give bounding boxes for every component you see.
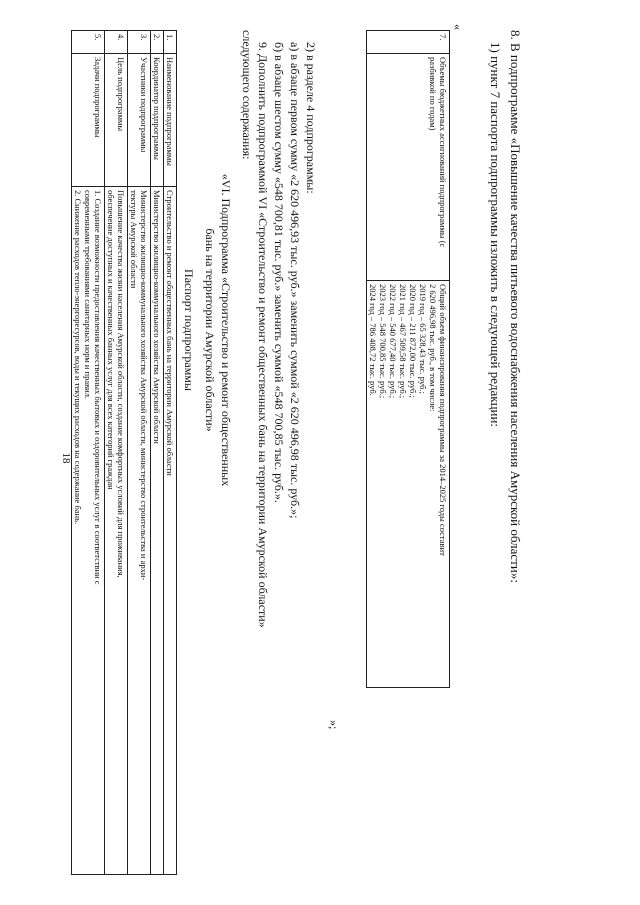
section-4-item-a: а) в абзаце первом сумму «2 620 496,93 тыс. руб.» заменить суммой «2 620 496,98 тыс. руб.»; [288,42,302,519]
row-value-line: 2. Снижение расходов тепло-энергоресурсов, воды и текущих расходов на содержание бань. [72,190,83,525]
row-value [127,187,150,875]
row-value [366,281,449,688]
row-number: 4. [104,31,127,54]
budget-line: 2 620 496,98 тыс. руб., в том числе: [427,284,438,412]
table-row [366,31,449,688]
row-number: 7. [366,31,449,54]
budget-line: 2020 год – 211 872,00 тыс. руб.; [407,284,418,398]
amendment-8-item-1: 1) пункт 7 паспорта подпрограммы изложить в следующей редакции: [488,42,503,428]
passport-table [71,30,177,875]
close-quote: »; [327,720,341,730]
row-value [150,187,163,875]
budget-line: 2019 год – 65 328,43 тыс. руб.; [417,284,428,394]
budget-line: 2022 год – 540 677,40 тыс. руб.; [387,284,398,399]
row-value-line: Министерство жилищно-коммунального хозяйства Амурской области, министерство строительства и архи- [138,190,149,581]
row-label: Задачи подпрограммы [71,54,104,187]
budget-line: 2024 год – 786 408,72 тыс. руб. [367,284,378,396]
section-4-item-b: б) в абзаце шестом сумму «548 700,81 тыс. руб.» заменить суммой «548 700,85 тыс. руб.». [272,42,286,503]
open-quote: « [451,24,465,30]
amendment-8-heading: 8. В подпрограмме «Повышение качества питьевого водоснабжения населения Амурской области»: [508,30,523,583]
budget-line: Общий объем финансирования подпрограммы за 2014–2025 годы составит [438,284,448,556]
table-row [71,31,104,875]
row-value [163,187,176,875]
row-label: Цель подпрограммы [104,54,127,187]
section-4-intro: 2) в разделе 4 подпрограммы: [304,42,318,194]
row-number: 5. [71,31,104,54]
subprogram-6-title: «VI. Подпрограмма «Строительство и ремонт общественных [219,173,233,487]
table-row [104,31,127,875]
row-number: 1. [163,31,176,54]
row-value [71,187,104,875]
row-label: Участники подпрограммы [127,54,150,187]
row-label: Координатор подпрограммы [150,54,163,187]
row-value-line: Министерство жилищно-коммунального хозяйства Амурской области [151,190,162,444]
budget-line: 2021 год – 467 509,58 тыс. руб.; [397,284,408,399]
passport-heading: Паспорт подпрограммы [182,269,196,391]
page-number: 18 [60,452,72,464]
rotated-landscape-content [72,24,523,875]
table-row [163,31,176,875]
row-label: Наименование подпрограммы [163,54,176,187]
row-value-line: 1. Создание возможности предоставления качественных бытовых и оздоровительных услуг в соответствии с [92,190,103,585]
amendment-9: 9. Дополнить подпрограммой VI «Строительство и ремонт общественных бань на территории Амурской области» [256,42,270,628]
amendment-9-continued: следующего содержания: [240,30,254,160]
row-value-line: Повышение качества жизни населения Амурской области, создание комфортных условий для проживания, [115,190,126,578]
row-value-line: современными требованиями санитарных норм и правил. [82,190,93,400]
row-number: 2. [150,31,163,54]
row-value [104,187,127,875]
budget-table [366,30,450,688]
subprogram-6-title-continued: бань на территории Амурской области» [203,228,217,432]
row-value-line: тектуры Амурской области [128,190,139,289]
table-row [150,31,163,875]
row-label: Объемы бюджетных ассигнований подпрограммы (с разбивкой по годам) [366,54,449,281]
row-value-line: Строительство и ремонт общественных бань на территории Амурской области [165,190,175,476]
budget-line: 2023 год – 548 700,85 тыс. руб.; [377,284,388,399]
table-row [127,31,150,875]
row-value-line: обеспечение доступных и качественных банных услуг для всех категорий граждан [105,190,116,490]
row-number: 3. [127,31,150,54]
